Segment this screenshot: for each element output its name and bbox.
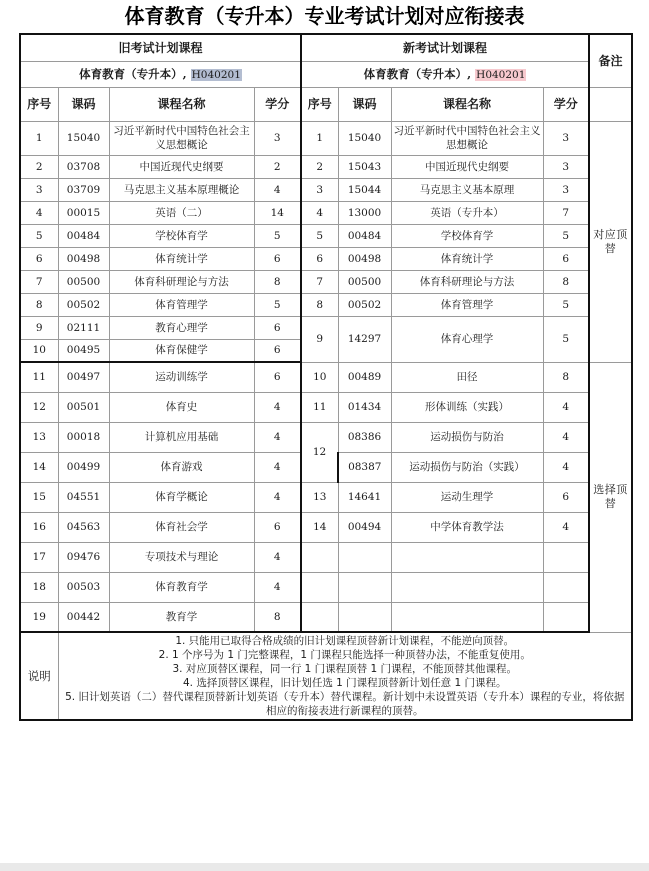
old-seq-cell: 13 bbox=[20, 422, 58, 452]
old-credit-cell: 6 bbox=[254, 247, 301, 270]
old-credit-cell: 6 bbox=[254, 316, 301, 339]
old-name-cell: 学校体育学 bbox=[109, 224, 254, 247]
notes-label: 说明 bbox=[20, 632, 58, 720]
new-credit-cell: 6 bbox=[543, 482, 589, 512]
old-seq-cell: 1 bbox=[20, 121, 58, 155]
old-major-code: H040201 bbox=[191, 68, 241, 81]
new-seq-cell: 4 bbox=[301, 201, 338, 224]
table-row bbox=[20, 362, 632, 392]
old-seq-cell: 14 bbox=[20, 452, 58, 482]
old-code-cell: 00484 bbox=[58, 224, 109, 247]
old-code-cell: 00501 bbox=[58, 392, 109, 422]
new-name-cell: 马克思主义基本原理 bbox=[391, 178, 543, 201]
table-row bbox=[20, 572, 632, 602]
new-name-cell: 运动损伤与防治（实践） bbox=[391, 452, 543, 482]
new-major-code: H040201 bbox=[476, 68, 526, 81]
old-code-cell: 00502 bbox=[58, 293, 109, 316]
old-name-cell: 专项技术与理论 bbox=[109, 542, 254, 572]
new-name-cell: 体育统计学 bbox=[391, 247, 543, 270]
old-code-cell: 09476 bbox=[58, 542, 109, 572]
table-major-row bbox=[20, 61, 632, 87]
old-credit-cell: 8 bbox=[254, 270, 301, 293]
col-new-code: 课码 bbox=[338, 87, 391, 121]
new-seq-cell: 9 bbox=[301, 316, 338, 362]
new-seq-cell: 2 bbox=[301, 155, 338, 178]
new-name-cell: 习近平新时代中国特色社会主义思想概论 bbox=[391, 121, 543, 155]
remark-section-1: 对应顶替 bbox=[589, 121, 632, 362]
old-seq-cell: 10 bbox=[20, 339, 58, 362]
articulation-table-container bbox=[0, 33, 649, 721]
new-seq-cell: 13 bbox=[301, 482, 338, 512]
page-title: 体育教育（专升本）专业考试计划对应衔接表 bbox=[124, 4, 525, 28]
new-seq-cell: 7 bbox=[301, 270, 338, 293]
old-credit-cell: 4 bbox=[254, 452, 301, 482]
new-seq-cell: 6 bbox=[301, 247, 338, 270]
new-name-cell: 中国近现代史纲要 bbox=[391, 155, 543, 178]
new-seq-cell: 1 bbox=[301, 121, 338, 155]
old-name-cell: 马克思主义基本原理概论 bbox=[109, 178, 254, 201]
old-name-cell: 体育学概论 bbox=[109, 482, 254, 512]
new-code-cell: 00494 bbox=[338, 512, 391, 542]
table-row bbox=[20, 602, 632, 632]
col-new-name: 课程名称 bbox=[391, 87, 543, 121]
table-row bbox=[20, 316, 632, 339]
note-item-4: 4. 选择顶替区课程，旧计划任选 1 门课程顶替新计划任意 1 门课程。 bbox=[182, 677, 507, 689]
old-credit-cell: 14 bbox=[254, 201, 301, 224]
old-code-cell: 00015 bbox=[58, 201, 109, 224]
table-row bbox=[20, 482, 632, 512]
new-code-cell: 00502 bbox=[338, 293, 391, 316]
old-seq-cell: 2 bbox=[20, 155, 58, 178]
new-credit-cell: 6 bbox=[543, 247, 589, 270]
col-old-code: 课码 bbox=[58, 87, 109, 121]
table-row bbox=[20, 542, 632, 572]
note-item-1: 1. 只能用已取得合格成绩的旧计划课程顶替新计划课程，不能逆向顶替。 bbox=[175, 635, 515, 647]
old-credit-cell: 4 bbox=[254, 392, 301, 422]
new-code-cell bbox=[338, 572, 391, 602]
old-credit-cell: 4 bbox=[254, 422, 301, 452]
old-seq-cell: 18 bbox=[20, 572, 58, 602]
new-credit-cell: 5 bbox=[543, 316, 589, 362]
new-seq-cell: 5 bbox=[301, 224, 338, 247]
old-name-cell: 体育科研理论与方法 bbox=[109, 270, 254, 293]
old-seq-cell: 15 bbox=[20, 482, 58, 512]
new-credit-cell bbox=[543, 602, 589, 632]
new-name-cell: 形体训练（实践） bbox=[391, 392, 543, 422]
new-name-cell: 运动生理学 bbox=[391, 482, 543, 512]
old-code-cell: 00018 bbox=[58, 422, 109, 452]
old-credit-cell: 4 bbox=[254, 572, 301, 602]
old-major-label: 体育教育（专升本）, bbox=[79, 66, 191, 81]
new-credit-cell: 5 bbox=[543, 224, 589, 247]
new-credit-cell: 4 bbox=[543, 422, 589, 452]
old-credit-cell: 4 bbox=[254, 482, 301, 512]
table-row bbox=[20, 293, 632, 316]
old-seq-cell: 19 bbox=[20, 602, 58, 632]
old-code-cell: 03709 bbox=[58, 178, 109, 201]
new-credit-cell: 3 bbox=[543, 155, 589, 178]
table-row bbox=[20, 201, 632, 224]
old-credit-cell: 6 bbox=[254, 362, 301, 392]
header-old-plan: 旧考试计划课程 bbox=[20, 34, 301, 61]
new-name-cell: 体育心理学 bbox=[391, 316, 543, 362]
new-seq-cell bbox=[301, 572, 338, 602]
old-name-cell: 体育游戏 bbox=[109, 452, 254, 482]
note-item-2: 2. 1 个序号为 1 门完整课程，1 门课程只能选择一种顶替办法，不能重复使用。 bbox=[158, 649, 531, 661]
new-credit-cell bbox=[543, 542, 589, 572]
col-new-credit: 学分 bbox=[543, 87, 589, 121]
new-credit-cell: 7 bbox=[543, 201, 589, 224]
old-code-cell: 00503 bbox=[58, 572, 109, 602]
table-row bbox=[20, 155, 632, 178]
old-code-cell: 00499 bbox=[58, 452, 109, 482]
new-name-cell bbox=[391, 602, 543, 632]
new-code-cell: 15040 bbox=[338, 121, 391, 155]
new-seq-cell: 3 bbox=[301, 178, 338, 201]
new-code-cell: 00500 bbox=[338, 270, 391, 293]
table-row bbox=[20, 392, 632, 422]
old-credit-cell: 5 bbox=[254, 224, 301, 247]
new-credit-cell: 8 bbox=[543, 270, 589, 293]
old-credit-cell: 4 bbox=[254, 542, 301, 572]
old-code-cell: 00500 bbox=[58, 270, 109, 293]
old-seq-cell: 16 bbox=[20, 512, 58, 542]
new-code-cell: 00489 bbox=[338, 362, 391, 392]
old-name-cell: 中国近现代史纲要 bbox=[109, 155, 254, 178]
old-seq-cell: 7 bbox=[20, 270, 58, 293]
new-credit-cell bbox=[543, 572, 589, 602]
old-name-cell: 运动训练学 bbox=[109, 362, 254, 392]
old-name-cell: 教育学 bbox=[109, 602, 254, 632]
new-seq-cell: 11 bbox=[301, 392, 338, 422]
old-name-cell: 习近平新时代中国特色社会主义思想概论 bbox=[109, 121, 254, 155]
table-row bbox=[20, 422, 632, 452]
old-credit-cell: 6 bbox=[254, 339, 301, 362]
new-name-cell bbox=[391, 542, 543, 572]
new-seq-cell: 12 bbox=[301, 422, 338, 482]
old-name-cell: 体育史 bbox=[109, 392, 254, 422]
old-name-cell: 计算机应用基础 bbox=[109, 422, 254, 452]
new-credit-cell: 4 bbox=[543, 512, 589, 542]
new-name-cell: 体育科研理论与方法 bbox=[391, 270, 543, 293]
old-credit-cell: 4 bbox=[254, 178, 301, 201]
table-row bbox=[20, 224, 632, 247]
old-code-cell: 04551 bbox=[58, 482, 109, 512]
old-seq-cell: 6 bbox=[20, 247, 58, 270]
note-item-3: 3. 对应顶替区课程，同一行 1 门课程顶替 1 门课程，不能顶替其他课程。 bbox=[172, 663, 518, 675]
new-name-cell bbox=[391, 572, 543, 602]
old-seq-cell: 12 bbox=[20, 392, 58, 422]
new-credit-cell: 5 bbox=[543, 293, 589, 316]
notes-body bbox=[58, 632, 632, 720]
old-code-cell: 15040 bbox=[58, 121, 109, 155]
old-seq-cell: 17 bbox=[20, 542, 58, 572]
old-seq-cell: 11 bbox=[20, 362, 58, 392]
new-seq-cell bbox=[301, 602, 338, 632]
new-credit-cell: 3 bbox=[543, 121, 589, 155]
new-credit-cell: 4 bbox=[543, 392, 589, 422]
old-code-cell: 04563 bbox=[58, 512, 109, 542]
col-old-name: 课程名称 bbox=[109, 87, 254, 121]
old-code-cell: 00442 bbox=[58, 602, 109, 632]
col-remark-blank bbox=[589, 87, 632, 121]
table-row bbox=[20, 121, 632, 155]
old-code-cell: 02111 bbox=[58, 316, 109, 339]
new-code-cell: 00484 bbox=[338, 224, 391, 247]
old-credit-cell: 5 bbox=[254, 293, 301, 316]
new-name-cell: 运动损伤与防治 bbox=[391, 422, 543, 452]
old-name-cell: 教育心理学 bbox=[109, 316, 254, 339]
old-name-cell: 体育教育学 bbox=[109, 572, 254, 602]
table-row bbox=[20, 247, 632, 270]
articulation-table bbox=[19, 33, 633, 721]
new-code-cell: 15044 bbox=[338, 178, 391, 201]
new-code-cell: 08386 bbox=[338, 422, 391, 452]
old-code-cell: 00498 bbox=[58, 247, 109, 270]
old-code-cell: 00495 bbox=[58, 339, 109, 362]
old-seq-cell: 5 bbox=[20, 224, 58, 247]
old-credit-cell: 8 bbox=[254, 602, 301, 632]
new-code-cell: 14641 bbox=[338, 482, 391, 512]
old-seq-cell: 8 bbox=[20, 293, 58, 316]
old-seq-cell: 3 bbox=[20, 178, 58, 201]
new-code-cell bbox=[338, 602, 391, 632]
new-code-cell: 13000 bbox=[338, 201, 391, 224]
new-code-cell: 01434 bbox=[338, 392, 391, 422]
new-credit-cell: 3 bbox=[543, 178, 589, 201]
old-credit-cell: 6 bbox=[254, 512, 301, 542]
new-credit-cell: 4 bbox=[543, 452, 589, 482]
old-code-cell: 00497 bbox=[58, 362, 109, 392]
note-item-5: 5. 旧计划英语（二）替代课程顶替新计划英语（专升本）替代课程。新计划中未设置英语（专升本）课程的专业，将依据相应的衔接表进行新课程的顶替。 bbox=[65, 691, 625, 717]
table-group-header-row bbox=[20, 34, 632, 61]
new-seq-cell bbox=[301, 542, 338, 572]
table-row bbox=[20, 270, 632, 293]
new-code-cell: 08387 bbox=[338, 452, 391, 482]
old-name-cell: 体育管理学 bbox=[109, 293, 254, 316]
header-new-plan: 新考试计划课程 bbox=[301, 34, 589, 61]
notes-row bbox=[20, 632, 632, 720]
remark-section-2: 选择顶替 bbox=[589, 362, 632, 632]
new-major-cell bbox=[301, 61, 589, 87]
new-seq-cell: 10 bbox=[301, 362, 338, 392]
new-major-label: 体育教育（专升本）, bbox=[363, 66, 476, 81]
col-old-credit: 学分 bbox=[254, 87, 301, 121]
new-credit-cell: 8 bbox=[543, 362, 589, 392]
old-seq-cell: 9 bbox=[20, 316, 58, 339]
table-row bbox=[20, 512, 632, 542]
old-name-cell: 英语（二） bbox=[109, 201, 254, 224]
old-credit-cell: 2 bbox=[254, 155, 301, 178]
bottom-strip bbox=[0, 863, 649, 871]
old-code-cell: 03708 bbox=[58, 155, 109, 178]
old-name-cell: 体育保健学 bbox=[109, 339, 254, 362]
table-row bbox=[20, 178, 632, 201]
old-credit-cell: 3 bbox=[254, 121, 301, 155]
new-code-cell: 00498 bbox=[338, 247, 391, 270]
new-code-cell bbox=[338, 542, 391, 572]
old-major-cell bbox=[20, 61, 301, 87]
old-name-cell: 体育统计学 bbox=[109, 247, 254, 270]
new-name-cell: 英语（专升本） bbox=[391, 201, 543, 224]
col-old-seq: 序号 bbox=[20, 87, 58, 121]
old-name-cell: 体育社会学 bbox=[109, 512, 254, 542]
new-code-cell: 15043 bbox=[338, 155, 391, 178]
new-name-cell: 中学体育教学法 bbox=[391, 512, 543, 542]
old-seq-cell: 4 bbox=[20, 201, 58, 224]
new-name-cell: 田径 bbox=[391, 362, 543, 392]
col-new-seq: 序号 bbox=[301, 87, 338, 121]
header-remark: 备注 bbox=[589, 34, 632, 87]
new-name-cell: 学校体育学 bbox=[391, 224, 543, 247]
new-seq-cell: 14 bbox=[301, 512, 338, 542]
new-code-cell: 14297 bbox=[338, 316, 391, 362]
new-seq-cell: 8 bbox=[301, 293, 338, 316]
table-column-header-row bbox=[20, 87, 632, 121]
new-name-cell: 体育管理学 bbox=[391, 293, 543, 316]
